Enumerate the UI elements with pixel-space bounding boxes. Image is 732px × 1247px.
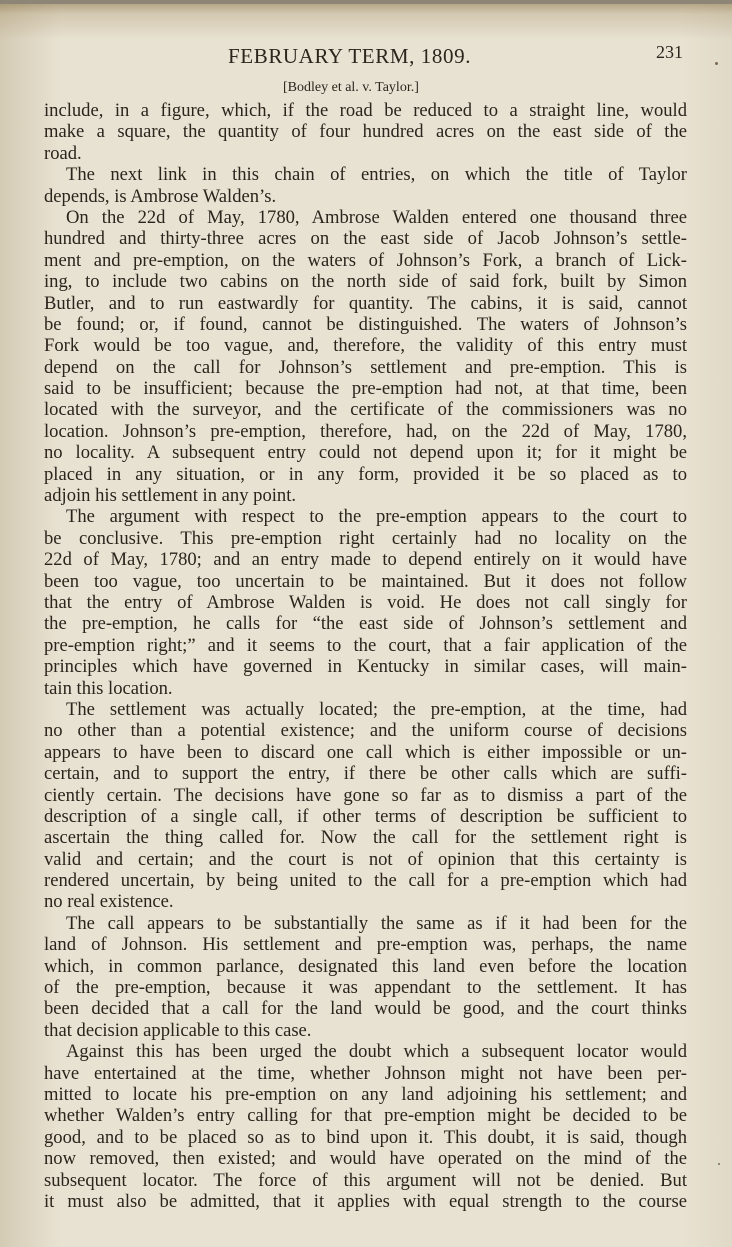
text-line: ing, to include two cabins on the north side of said fork, built by Simon [44,271,687,293]
text-line: tain this location. [44,677,173,699]
text-line: The next link in this chain of entries, on which the title of Taylor [66,164,687,186]
text-line: description of a single call, if other terms of description be sufficient to [44,805,687,827]
text-line: said to be insufficient; because the pre-emption had not, at that time, been [44,378,687,400]
text-line: Against this has been urged the doubt which a subsequent locator would [66,1041,687,1063]
text-line: placed in any situation, or in any form, provided it be so placed as to [44,463,687,485]
text-line: Fork would be too vague, and, therefore, the validity of this entry must [44,335,687,357]
text-line: located with the surveyor, and the certificate of the commissioners was no [44,399,687,421]
text-line: road. [44,142,82,164]
text-line: no real existence. [44,891,174,913]
text-line: it must also be admitted, that it applies with equal strength to the course [44,1190,687,1212]
paper-speck [715,62,718,65]
text-line: The call appears to be substantially the same as if it had been for the [66,912,687,934]
text-line: appears to have been to discard one call which is either impossible or un- [44,741,687,763]
case-caption: [Bodley et al. v. Taylor.] [283,80,419,95]
text-line: depend on the call for Johnson’s settlement and pre-emption. This is [44,356,687,378]
text-line: which, in common parlance, designated this land even before the location [44,955,687,977]
text-line: The settlement was actually located; the pre-emption, at the time, had [66,698,687,720]
text-line: depends, is Ambrose Walden’s. [44,185,277,207]
text-line: ciently certain. The decisions have gone so far as to dismiss a part of the [44,784,687,806]
text-line: been decided that a call for the land would be good, and the court thinks [44,998,687,1020]
text-line: the pre-emption, he calls for “the east side of Johnson’s settlement and [44,613,687,635]
text-line: pre-emption right;” and it seems to the court, that a fair application of the [44,634,687,656]
text-line: location. Johnson’s pre-emption, therefore, had, on the 22d of May, 1780, [44,420,687,442]
text-line: be conclusive. This pre-emption right certainly had no locality on the [44,527,687,549]
paper-speck [718,1163,720,1165]
text-line: On the 22d of May, 1780, Ambrose Walden entered one thousand three [66,206,687,228]
text-line: no other than a potential existence; and the uniform course of decisions [44,720,687,742]
text-line: now removed, then existed; and would have operated on the mind of the [44,1148,687,1170]
page-number: 231 [656,42,683,62]
text-line: mitted to locate his pre-emption on any land adjoining his settlement; and [44,1083,687,1105]
text-line: 22d of May, 1780; and an entry made to depend entirely on it would have [44,549,687,571]
text-line: ment and pre-emption, on the waters of Johnson’s Fork, a branch of Lick- [44,249,687,271]
text-line: been too vague, too uncertain to be maintained. But it does not follow [44,570,687,592]
text-line: Butler, and to run eastwardly for quantity. The cabins, it is said, cannot [44,292,687,314]
text-line: The argument with respect to the pre-emption appears to the court to [66,506,687,528]
text-line: hundred and thirty-three acres on the east side of Jacob Johnson’s settle- [44,228,687,250]
text-line: of the pre-emption, because it was appendant to the settlement. It has [44,977,687,999]
text-line: include, in a figure, which, if the road be reduced to a straight line, would [44,100,687,121]
text-line: be found; or, if found, cannot be distinguished. The waters of Johnson’s [44,313,687,335]
text-line: that decision applicable to this case. [44,1019,312,1041]
text-line: valid and certain; and the court is not of opinion that this certainty is [44,848,687,870]
text-line: whether Walden’s entry calling for that pre-emption might be decided to be [44,1105,687,1127]
text-line: good, and to be placed so as to bind upon it. This doubt, it is said, though [44,1126,687,1148]
text-line: have entertained at the time, whether Johnson might not have been per- [44,1062,687,1084]
text-line: subsequent locator. The force of this argument will not be denied. But [44,1169,687,1191]
text-line: adjoin his settlement in any point. [44,485,297,507]
text-line: principles which have governed in Kentucky in similar cases, will main- [44,656,687,678]
text-line: rendered uncertain, by being united to the call for a pre-emption which had [44,870,687,892]
body-text [44,100,687,1212]
text-line: no locality. A subsequent entry could not depend upon it; for it might be [44,442,687,464]
running-head: FEBRUARY TERM, 1809. [228,44,472,68]
text-line: certain, and to support the entry, if there be other calls which are suffi- [44,763,687,785]
text-line: make a square, the quantity of four hundred acres on the east side of the [44,121,687,143]
page-top-edge [0,0,732,4]
text-line: ascertain the thing called for. Now the call for the settlement right is [44,827,687,849]
text-line: that the entry of Ambrose Walden is void. He does not call singly for [44,591,687,613]
text-line: land of Johnson. His settlement and pre-emption was, perhaps, the name [44,934,687,956]
